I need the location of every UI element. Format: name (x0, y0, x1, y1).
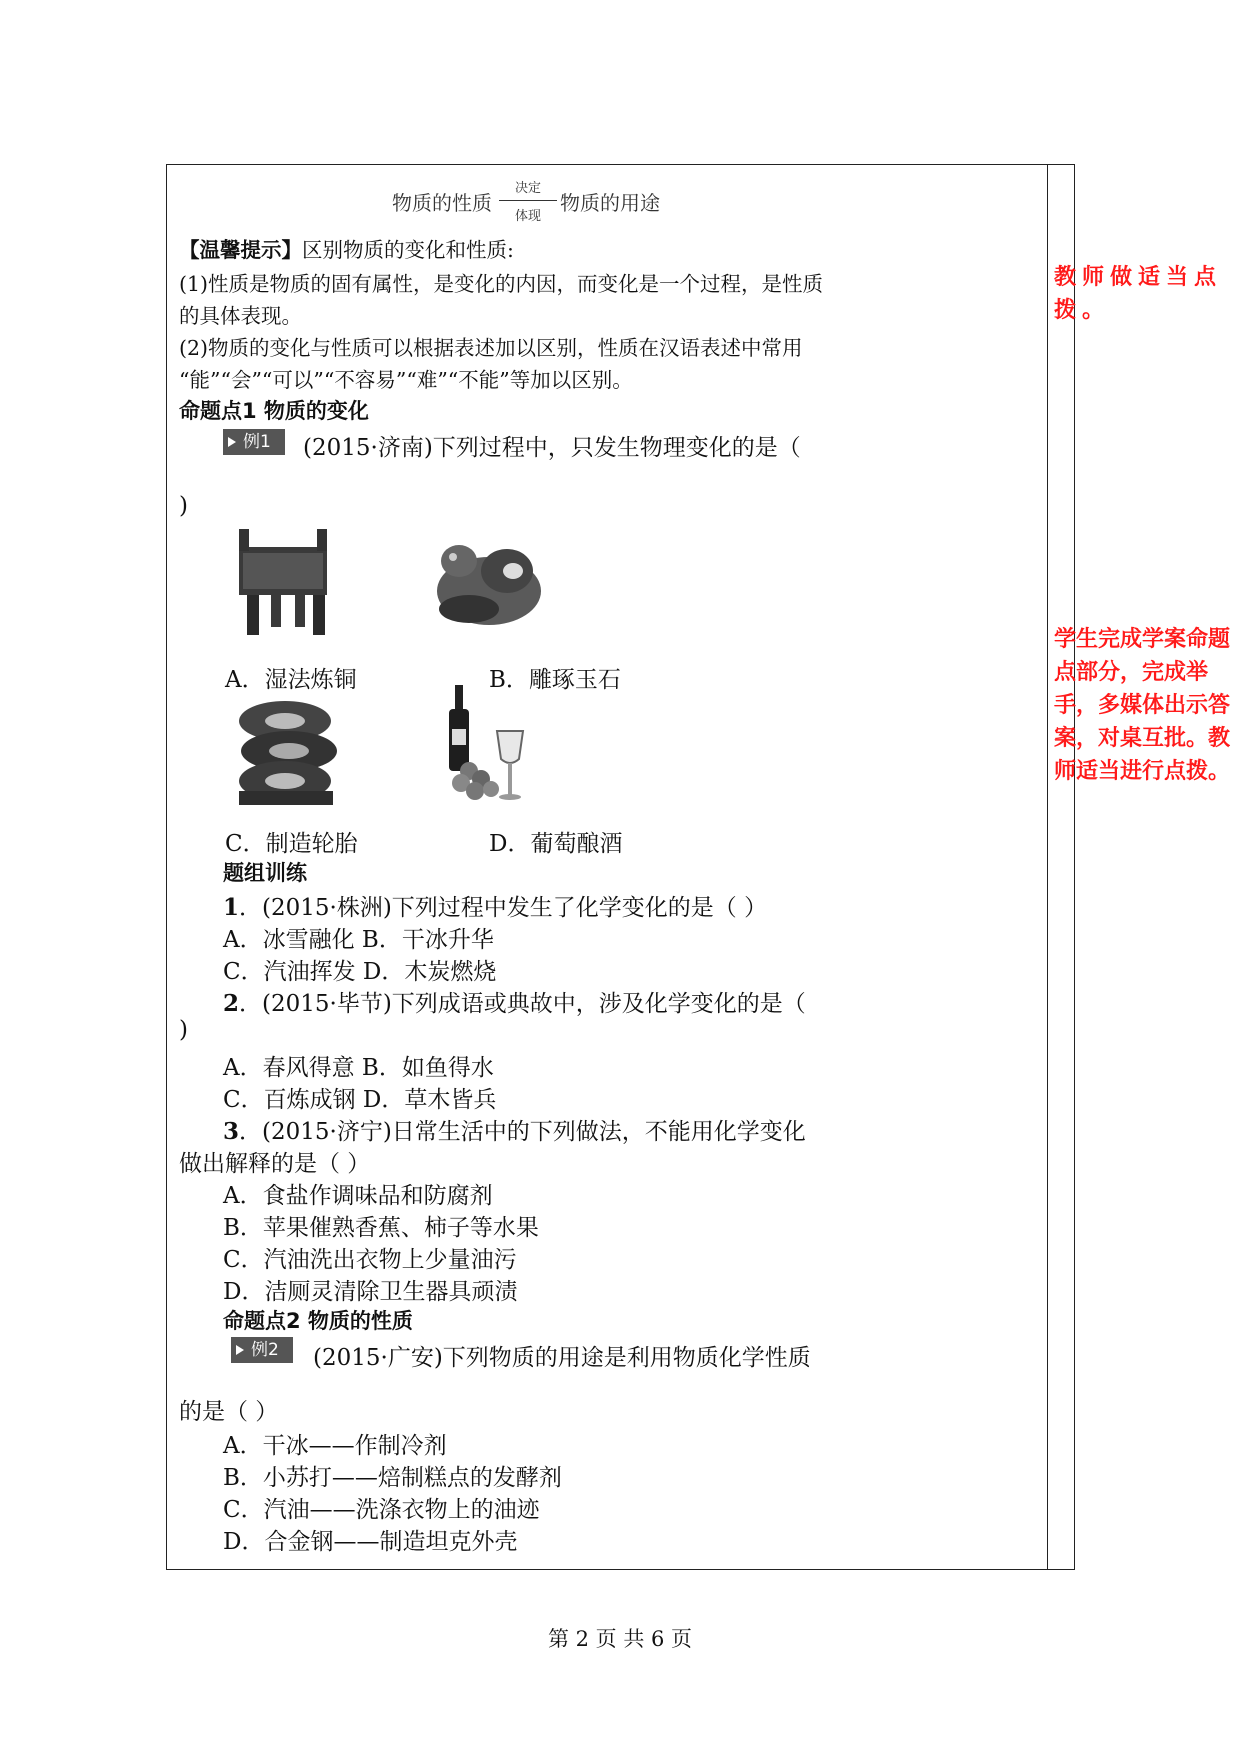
example1-option-d: D．葡萄酿酒 (489, 831, 623, 857)
formula-below-text: 体现 (514, 209, 541, 224)
topic1-title: 命题点1 物质的变化 (179, 399, 369, 423)
drill-q2-options-ab: A．春风得意 B．如鱼得水 (223, 1055, 494, 1081)
example1-tag: 例1 (223, 429, 285, 455)
tip-p1-line2: 的具体表现。 (179, 304, 302, 328)
tip-heading-line (179, 233, 514, 263)
page-footer: 第 2 页 共 6 页 (547, 1627, 693, 1651)
drill-q2-close: ) (179, 1017, 188, 1043)
jade-carving-image (429, 531, 549, 631)
play-icon (236, 1345, 244, 1355)
drill-q1-num: 1 (223, 894, 240, 921)
column-divider (1047, 165, 1048, 1569)
drill-q2-options-cd: C．百炼成钢 D．草木皆兵 (223, 1087, 497, 1113)
example2-tag: 例2 (231, 1337, 293, 1363)
drill-q2-text: ．(2015·毕节)下列成语或典故中，涉及化学变化的是（ (239, 991, 806, 1017)
drill-q3-line (223, 1113, 806, 1146)
tip-p2-line1: (2)物质的变化与性质可以根据表述加以区别，性质在汉语表述中常用 (179, 336, 803, 360)
student-note: 学生完成学案命题点部分，完成举手，多媒体出示答案，对桌互批。教师适当进行点拨。 (1054, 627, 1231, 784)
drill-q3-option-c: C．汽油洗出衣物上少量油污 (223, 1247, 517, 1273)
example1-close: ) (179, 493, 188, 519)
drill-q1-line (223, 889, 767, 922)
formula-left-text: 物质的性质 (392, 191, 492, 215)
tip-p1-line1: (1)性质是物质的固有属性，是变化的内因，而变化是一个过程，是性质 (179, 272, 824, 296)
play-icon (228, 437, 236, 447)
drill-q2-line (223, 985, 806, 1018)
example2-option-d: D．合金钢——制造坦克外壳 (223, 1529, 518, 1555)
drill-q3-option-d: D．洁厕灵清除卫生器具顽渍 (223, 1279, 518, 1305)
drill-q1-options-ab: A．冰雪融化 B．干冰升华 (223, 927, 494, 953)
drill-q1-options-cd: C．汽油挥发 D．木炭燃烧 (223, 959, 497, 985)
drill-q3-option-a: A．食盐作调味品和防腐剂 (223, 1183, 493, 1209)
formula-above-text: 决定 (514, 181, 541, 196)
drill-q2-num: 2 (223, 990, 240, 1017)
example2-option-a: A．干冰——作制冷剂 (223, 1433, 447, 1459)
arrow-line (499, 200, 557, 201)
example1-option-b: B．雕琢玉石 (489, 667, 621, 693)
tip-heading-rest: 区别物质的变化和性质: (302, 238, 514, 262)
example2-option-c: C．汽油——洗涤衣物上的油迹 (223, 1497, 540, 1523)
example1-option-a: A．湿法炼铜 (225, 667, 357, 693)
drill-title: 题组训练 (223, 861, 307, 885)
teacher-note: 教师做适当点拨。 (1054, 265, 1223, 323)
tip-p2-line2: “能”“会”“可以”“不容易”“难”“不能”等加以区别。 (179, 368, 633, 392)
drill-q1-text: ．(2015·株洲)下列过程中发生了化学变化的是（ ） (239, 895, 768, 921)
example2-question: (2015·广安)下列物质的用途是利用物质化学性质 (313, 1345, 811, 1371)
tire-stack-image (235, 695, 341, 813)
drill-q3-text: ．(2015·济宁)日常生活中的下列做法，不能用化学变化 (239, 1119, 806, 1145)
example2-question2: 的是（ ） (179, 1399, 279, 1425)
bronze-cauldron-image (225, 525, 341, 637)
example1-option-c: C．制造轮胎 (225, 831, 358, 857)
formula-right-text: 物质的用途 (560, 191, 660, 215)
topic2-title: 命题点2 物质的性质 (223, 1309, 413, 1333)
wine-grapes-image (447, 685, 529, 807)
drill-q3-option-b: B．苹果催熟香蕉、柿子等水果 (223, 1215, 539, 1241)
drill-q3-text2: 做出解释的是（ ） (179, 1151, 371, 1177)
drill-q3-num: 3 (223, 1118, 240, 1145)
double-arrow-icon (499, 181, 557, 224)
lesson-table (166, 164, 1231, 1570)
example1-question: (2015·济南)下列过程中，只发生物理变化的是（ (303, 435, 801, 461)
example2-option-b: B．小苏打——焙制糕点的发酵剂 (223, 1465, 562, 1491)
tip-heading: 【温馨提示】 (179, 238, 302, 262)
